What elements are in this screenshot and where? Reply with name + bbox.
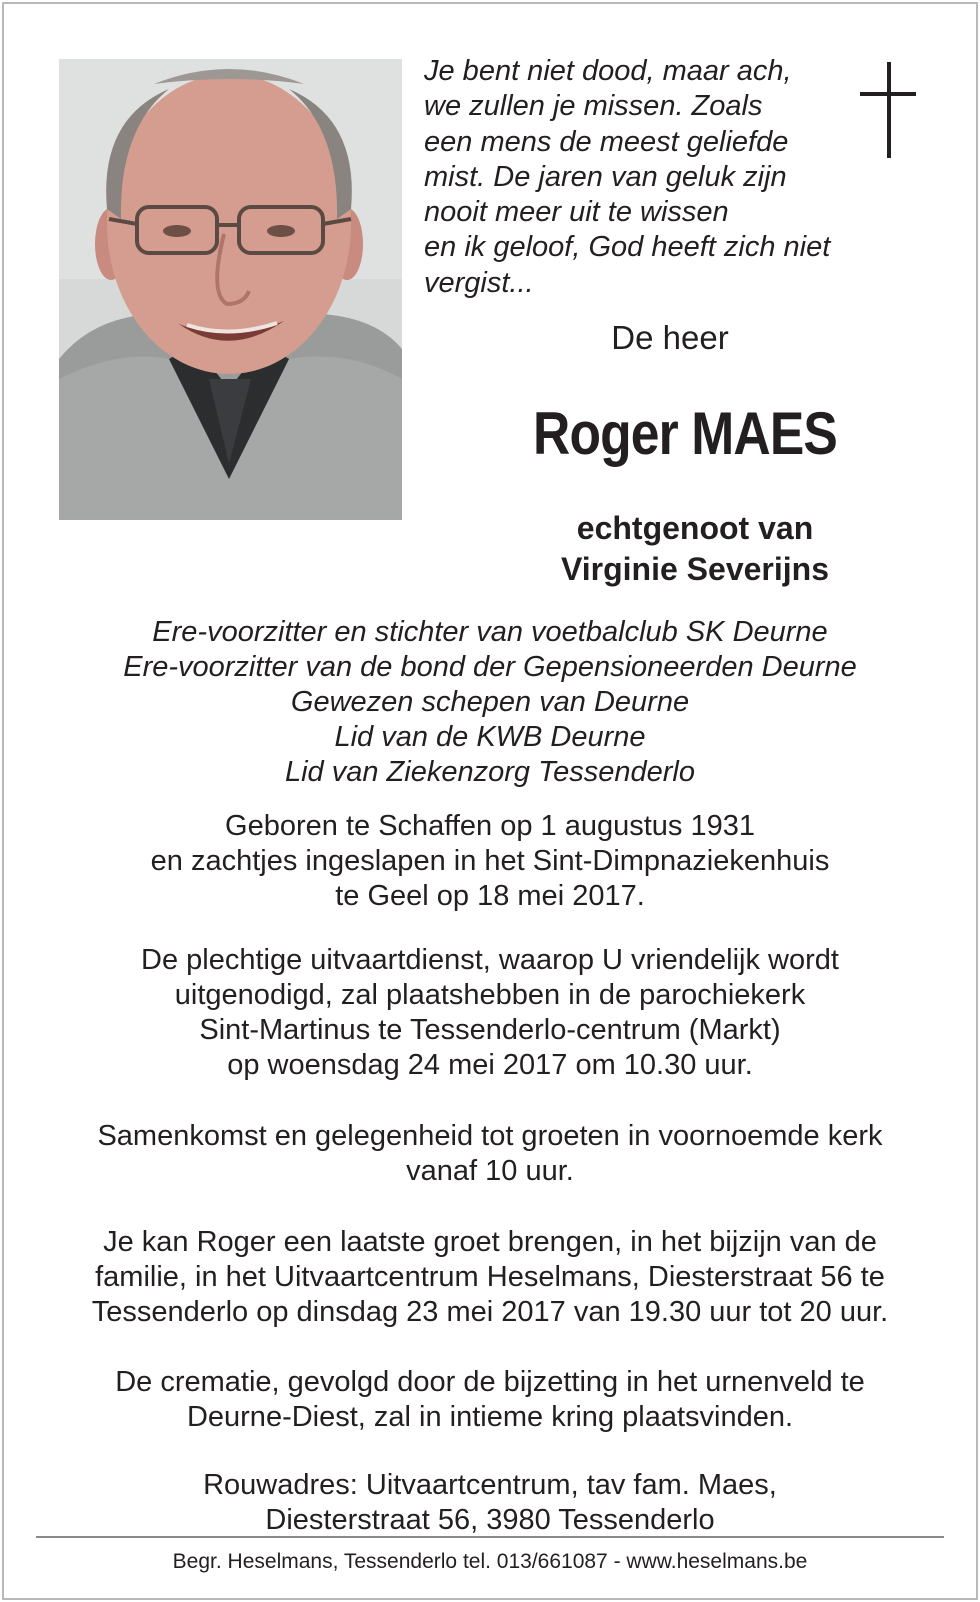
text-line: Tessenderlo op dinsdag 23 mei 2017 van 19.30 uur tot 20 uur. [91, 1296, 889, 1328]
text-line: De crematie, gevolgd door de bijzetting in het urnenveld te [115, 1366, 865, 1398]
funeral-service-paragraph [40, 943, 940, 1083]
poem-line: mist. De jaren van geluk zijn [424, 160, 787, 193]
poem-line: vergist... [424, 266, 534, 299]
mourning-address [40, 1468, 940, 1538]
poem-line: nooit meer uit te wissen [424, 196, 729, 229]
text-line: familie, in het Uitvaartcentrum Heselmans, Diesterstraat 56 te [95, 1261, 885, 1293]
text-line: en zachtjes ingeslapen in het Sint-Dimpnaziekenhuis [150, 845, 830, 877]
honorary-titles [40, 615, 940, 790]
text-line: te Geel op 18 mei 2017. [335, 880, 645, 912]
poem-line: we zullen je missen. Zoals [424, 90, 763, 123]
spouse-name: Virginie Severijns [561, 551, 829, 587]
text-line: Samenkomst en gelegenheid tot groeten in voornoemde kerk [97, 1120, 883, 1152]
portrait-photo [59, 59, 402, 520]
spouse-block [480, 508, 910, 590]
text-line: Sint-Martinus te Tessenderlo-centrum (Markt) [199, 1014, 781, 1046]
text-line: uitgenodigd, zal plaatshebben in de parochiekerk [174, 979, 806, 1011]
title-line: Gewezen schepen van Deurne [290, 686, 690, 718]
footer-divider [36, 1536, 944, 1538]
text-line: Deurne-Diest, zal in intieme kring plaatsvinden. [186, 1401, 794, 1433]
cremation-paragraph [40, 1365, 940, 1435]
birth-death-paragraph [40, 809, 940, 914]
title-line: Ere-voorzitter en stichter van voetbalclub SK Deurne [152, 616, 828, 648]
title-line: Ere-voorzitter van de bond der Gepensioneerden Deurne [123, 651, 857, 683]
poem-line: en ik geloof, God heeft zich niet [424, 231, 831, 264]
deceased-name: Roger MAES [533, 400, 837, 467]
spouse-relation: echtgenoot van [576, 510, 814, 546]
visitation-paragraph [40, 1225, 940, 1330]
text-line: De plechtige uitvaartdienst, waarop U vriendelijk wordt [141, 944, 839, 976]
text-line: Je kan Roger een laatste groet brengen, in het bijzijn van de [103, 1226, 877, 1258]
text-line: Diesterstraat 56, 3980 Tessenderlo [265, 1504, 715, 1536]
latin-cross-icon [860, 62, 920, 162]
title-line: Lid van Ziekenzorg Tessenderlo [284, 756, 695, 788]
poem-line: Je bent niet dood, maar ach, [424, 55, 792, 87]
funeral-home-footer: Begr. Heselmans, Tessenderlo tel. 013/661087 - www.heselmans.be [172, 1550, 808, 1573]
text-line: Geboren te Schaffen op 1 augustus 1931 [225, 810, 755, 842]
text-line: vanaf 10 uur. [406, 1155, 574, 1187]
poem [424, 54, 854, 301]
gathering-paragraph [40, 1119, 940, 1189]
text-line: Rouwadres: Uitvaartcentrum, tav fam. Maes, [203, 1469, 777, 1501]
salutation: De heer [611, 319, 729, 356]
poem-line: een mens de meest geliefde [424, 125, 789, 158]
title-line: Lid van de KWB Deurne [334, 721, 646, 753]
text-line: op woensdag 24 mei 2017 om 10.30 uur. [227, 1049, 753, 1081]
